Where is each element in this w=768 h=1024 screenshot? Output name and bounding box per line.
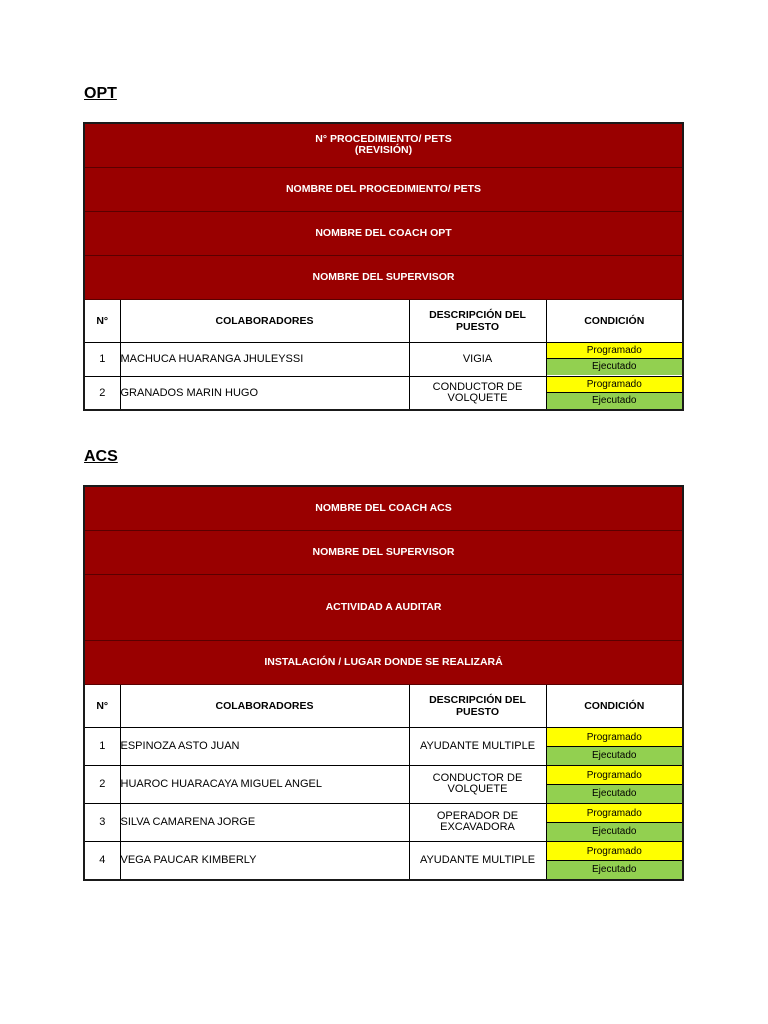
row-position[interactable] — [409, 765, 546, 803]
band-label: NOMBRE DEL SUPERVISOR — [84, 530, 683, 574]
position-line: EXCAVADORA — [440, 821, 515, 833]
position-line: VOLQUETE — [447, 391, 508, 404]
header-num: N° — [84, 299, 120, 342]
row-condition — [546, 803, 683, 841]
band-label: INSTALACIÓN / LUGAR DONDE SE REALIZARÁ — [84, 640, 683, 684]
acs-band-actividad — [84, 574, 683, 640]
opt-header-row — [84, 299, 683, 342]
status-programado[interactable]: Programado — [547, 842, 683, 861]
status-programado[interactable]: Programado — [547, 343, 683, 359]
header-condicion: CONDICIÓN — [546, 299, 683, 342]
acs-band-instalacion — [84, 640, 683, 684]
status-ejecutado[interactable]: Ejecutado — [547, 393, 683, 409]
row-condition — [546, 727, 683, 765]
row-number: 2 — [84, 376, 120, 410]
status-ejecutado[interactable]: Ejecutado — [547, 823, 683, 841]
position-line: AYUDANTE MULTIPLE — [419, 739, 536, 752]
status-programado[interactable]: Programado — [547, 804, 683, 823]
row-name[interactable]: VEGA PAUCAR KIMBERLY — [120, 841, 409, 880]
row-number: 1 — [84, 727, 120, 765]
row-condition — [546, 342, 683, 376]
row-number: 3 — [84, 803, 120, 841]
position-line: VIGIA — [462, 352, 493, 365]
header-colaboradores: COLABORADORES — [120, 684, 409, 727]
row-position[interactable] — [409, 803, 546, 841]
opt-band-supervisor — [84, 255, 683, 299]
row-name[interactable]: GRANADOS MARIN HUGO — [120, 376, 409, 410]
table-row — [84, 342, 683, 376]
status-ejecutado[interactable]: Ejecutado — [547, 747, 683, 765]
acs-band-supervisor — [84, 530, 683, 574]
position-line: OPERADOR DE — [436, 810, 519, 822]
row-number: 1 — [84, 342, 120, 376]
opt-band-procedimiento-nombre — [84, 167, 683, 211]
row-name[interactable]: SILVA CAMARENA JORGE — [120, 803, 409, 841]
table-row — [84, 765, 683, 803]
acs-band-coach — [84, 486, 683, 530]
row-position[interactable] — [409, 342, 546, 376]
position-line: VOLQUETE — [447, 783, 508, 795]
opt-band-procedimiento-numero — [84, 123, 683, 167]
band-sublabel: (REVISIÓN) — [354, 144, 413, 157]
band-label: NOMBRE DEL SUPERVISOR — [84, 255, 683, 299]
acs-header-row — [84, 684, 683, 727]
row-position[interactable] — [409, 841, 546, 880]
row-name[interactable]: HUAROC HUARACAYA MIGUEL ANGEL — [120, 765, 409, 803]
position-line: CONDUCTOR DE — [432, 380, 523, 393]
header-descripcion: DESCRIPCIÓN DEL PUESTO — [409, 299, 546, 342]
band-label: NOMBRE DEL COACH ACS — [84, 486, 683, 530]
status-ejecutado[interactable]: Ejecutado — [547, 785, 683, 803]
band-label: ACTIVIDAD A AUDITAR — [84, 574, 683, 640]
status-ejecutado[interactable]: Ejecutado — [547, 861, 683, 879]
header-num: N° — [84, 684, 120, 727]
row-name[interactable]: MACHUCA HUARANGA JHULEYSSI — [120, 342, 409, 376]
position-line: AYUDANTE MULTIPLE — [419, 853, 536, 866]
band-label: NOMBRE DEL COACH OPT — [84, 211, 683, 255]
row-condition — [546, 841, 683, 880]
status-programado[interactable]: Programado — [547, 766, 683, 785]
status-programado[interactable]: Programado — [547, 377, 683, 393]
opt-table — [83, 122, 684, 411]
header-descripcion: DESCRIPCIÓN DEL PUESTO — [409, 684, 546, 727]
header-colaboradores: COLABORADORES — [120, 299, 409, 342]
position-line: CONDUCTOR DE — [432, 772, 523, 784]
row-position[interactable] — [409, 376, 546, 410]
row-position[interactable] — [409, 727, 546, 765]
band-label: NOMBRE DEL PROCEDIMIENTO/ PETS — [84, 167, 683, 211]
row-number: 2 — [84, 765, 120, 803]
table-row — [84, 376, 683, 410]
acs-table — [83, 485, 684, 881]
row-name[interactable]: ESPINOZA ASTO JUAN — [120, 727, 409, 765]
table-row — [84, 841, 683, 880]
opt-band-coach — [84, 211, 683, 255]
table-row — [84, 803, 683, 841]
status-ejecutado[interactable]: Ejecutado — [547, 359, 683, 375]
acs-section-title: ACS — [84, 448, 118, 465]
header-condicion: CONDICIÓN — [546, 684, 683, 727]
row-number: 4 — [84, 841, 120, 880]
row-condition — [546, 765, 683, 803]
status-programado[interactable]: Programado — [547, 728, 683, 747]
row-condition — [546, 376, 683, 410]
table-row — [84, 727, 683, 765]
opt-section-title: OPT — [84, 85, 117, 102]
band-label: N° PROCEDIMIENTO/ PETS — [315, 133, 452, 146]
